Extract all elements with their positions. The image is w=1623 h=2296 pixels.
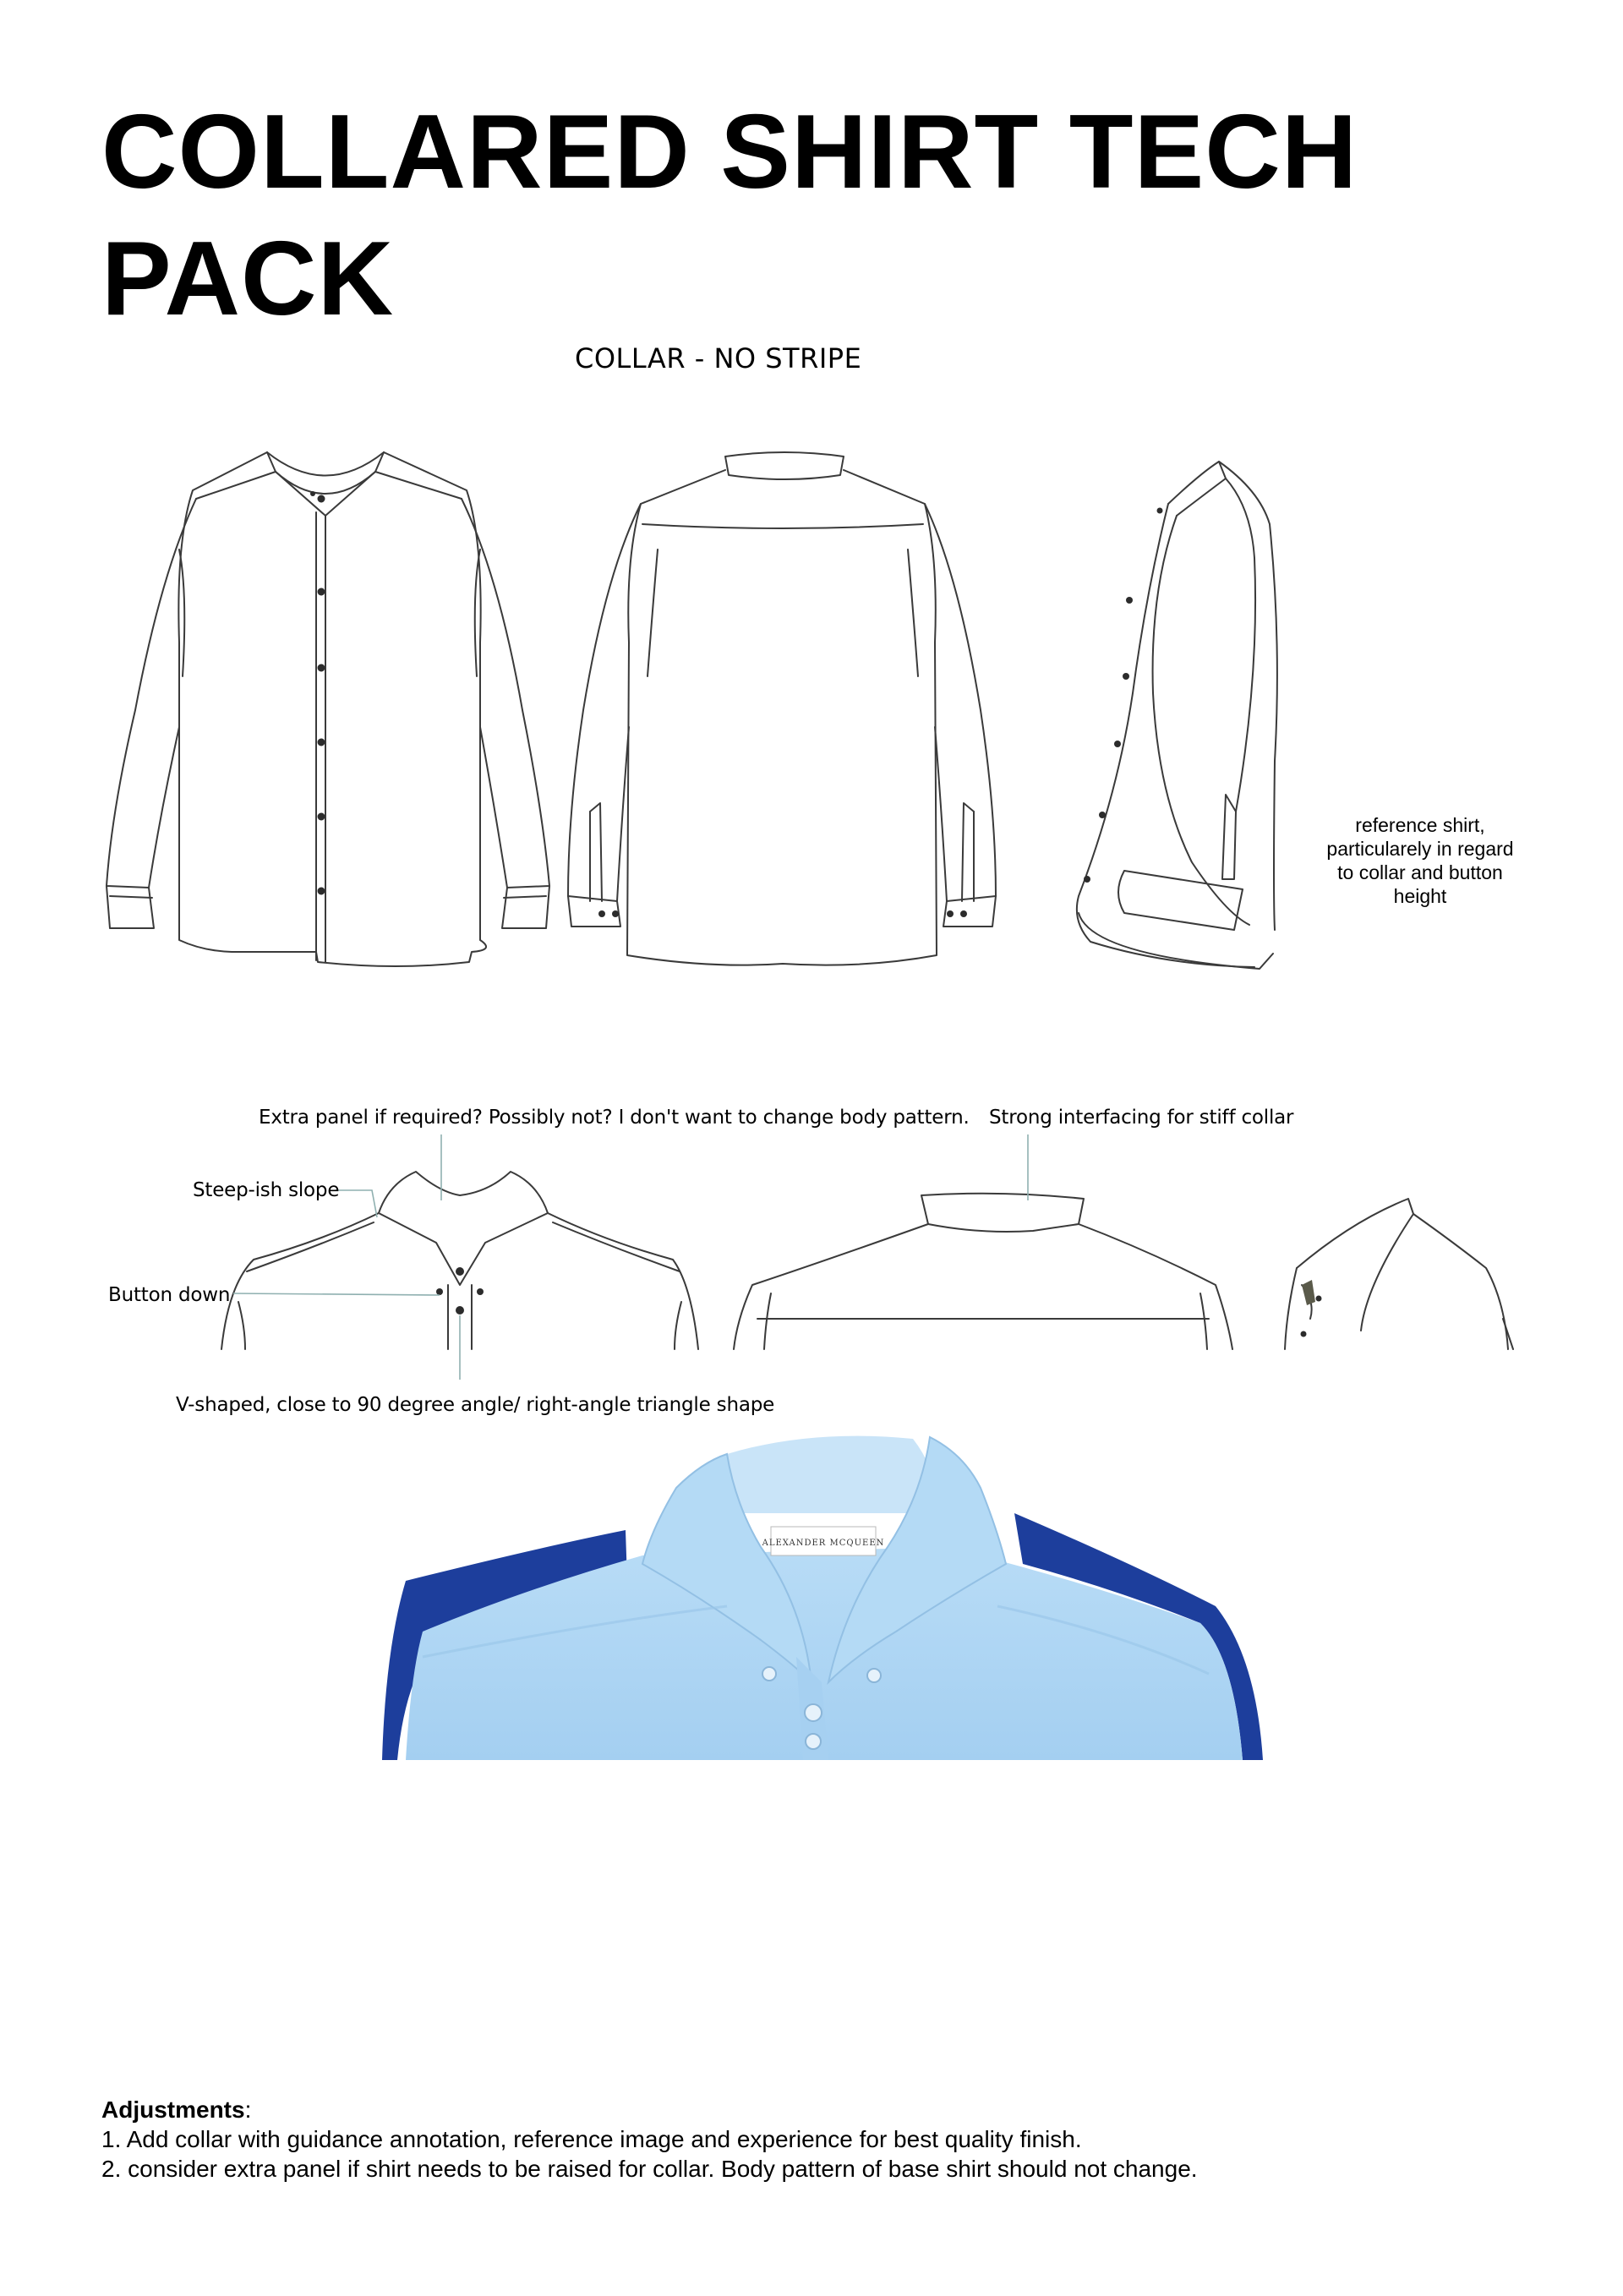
- annotation-button-down: Button down: [108, 1284, 231, 1306]
- annotation-v-shaped: V-shaped, close to 90 degree angle/ right-angle triangle shape: [176, 1394, 775, 1416]
- adjustments-heading: Adjustments: [101, 2096, 245, 2123]
- reference-note: reference shirt, particularely in regard to collar and button height: [1326, 814, 1514, 907]
- adjustments-section: Adjustments: 1. Add collar with guidance annotation, reference image and experience for best quality finish. 2. consider extra panel if shirt needs to be raised for collar. Body pattern of base shirt should not change.: [101, 2095, 1538, 2184]
- page-title: COLLARED SHIRT TECH PACK: [101, 94, 1358, 337]
- annotation-extra-panel: Extra panel if required? Possibly not? I don't want to change body pattern.: [259, 1107, 970, 1129]
- annotation-strong-interfacing: Strong interfacing for stiff collar: [989, 1107, 1294, 1129]
- neck-label-text: ALEXANDER MCQUEEN: [762, 1539, 885, 1548]
- section-subtitle: COLLAR - NO STRIPE: [575, 342, 862, 374]
- annotation-steep-slope: Steep-ish slope: [193, 1179, 340, 1201]
- adjustment-item-1: 1. Add collar with guidance annotation, reference image and experience for best quality finish.: [101, 2126, 1082, 2152]
- adjustment-item-2: 2. consider extra panel if shirt needs to be raised for collar. Body pattern of base shirt should not change.: [101, 2156, 1198, 2182]
